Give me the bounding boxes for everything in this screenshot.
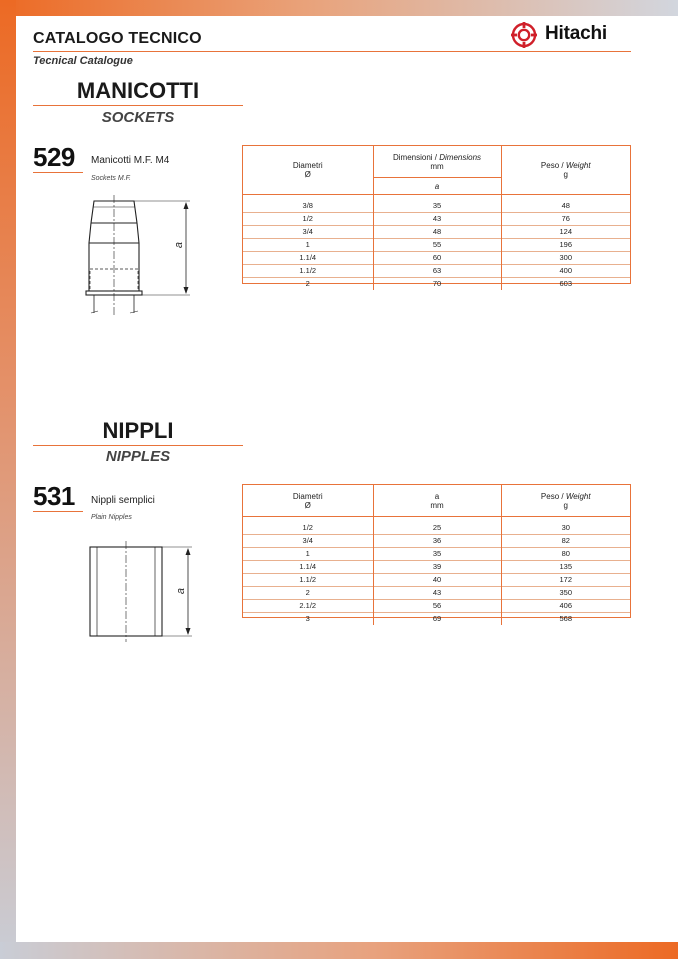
product-name-en: Plain Nipples (91, 514, 132, 521)
brand-logo (511, 22, 636, 50)
brand-name: Hitachi (545, 23, 607, 44)
col-header-diametri: Diametri Ø (243, 485, 373, 517)
table-row: 2.1/2 56 406 (243, 600, 630, 613)
hitachi-logo-icon (511, 22, 537, 48)
section-divider (33, 445, 243, 446)
table-row: 1 35 80 (243, 548, 630, 561)
product-code-underline (33, 172, 83, 173)
dimension-label: a (173, 241, 185, 249)
table-row: 3 69 568 (243, 613, 630, 626)
product-name: Manicotti M.F. M4 (91, 155, 170, 166)
table-row: 1.1/2 40 172 (243, 574, 630, 587)
table-row: 3/4 36 82 (243, 535, 630, 548)
table-row: 3/8 35 48 (243, 200, 630, 213)
col-header-dimensioni: Dimensioni / Dimensions mm (373, 146, 501, 178)
header-divider (33, 51, 631, 52)
col-header-peso: Peso / Weight g (501, 485, 630, 517)
table-row: 3/4 48 124 (243, 226, 630, 239)
section-subtitle-sockets: SOCKETS (101, 109, 175, 126)
catalog-subtitle: Tecnical Catalogue (33, 55, 133, 67)
page-frame-top (0, 0, 678, 16)
product-name-en: Sockets M.F. (91, 175, 131, 182)
table-row: 1.1/4 60 300 (243, 252, 630, 265)
section-title-manicotti: MANICOTTI (76, 78, 200, 103)
table-row: 1.1/2 63 400 (243, 265, 630, 278)
table-row: 1/2 25 30 (243, 522, 630, 535)
page-frame-bottom (0, 942, 678, 959)
col-header-peso: Peso / Weight g (501, 146, 630, 195)
col-header-a: a mm (373, 485, 501, 517)
sockets-spec-table (242, 145, 631, 288)
col-header-diametri: Diametri Ø (243, 146, 373, 195)
product-code-underline (33, 511, 83, 512)
product-code: 529 (33, 142, 75, 172)
product-name: Nippli semplici (91, 495, 155, 506)
dimension-label: a (175, 587, 187, 595)
catalog-title: CATALOGO TECNICO (33, 30, 202, 47)
table-row: 1 55 196 (243, 239, 630, 252)
table-row: 1/2 43 76 (243, 213, 630, 226)
section-divider (33, 105, 243, 106)
product-code: 531 (33, 481, 75, 511)
section-title-nippli: NIPPLI (102, 418, 174, 443)
nipples-spec-table (242, 484, 631, 623)
table-row: 2 70 603 (243, 278, 630, 291)
table-row: 1.1/4 39 135 (243, 561, 630, 574)
nipple-technical-drawing (80, 540, 200, 644)
socket-technical-drawing (78, 193, 198, 317)
table-row: 2 43 350 (243, 587, 630, 600)
page-frame-left (0, 0, 16, 959)
section-subtitle-nipples: NIPPLES (105, 448, 171, 465)
col-subheader-a: a (373, 178, 501, 195)
